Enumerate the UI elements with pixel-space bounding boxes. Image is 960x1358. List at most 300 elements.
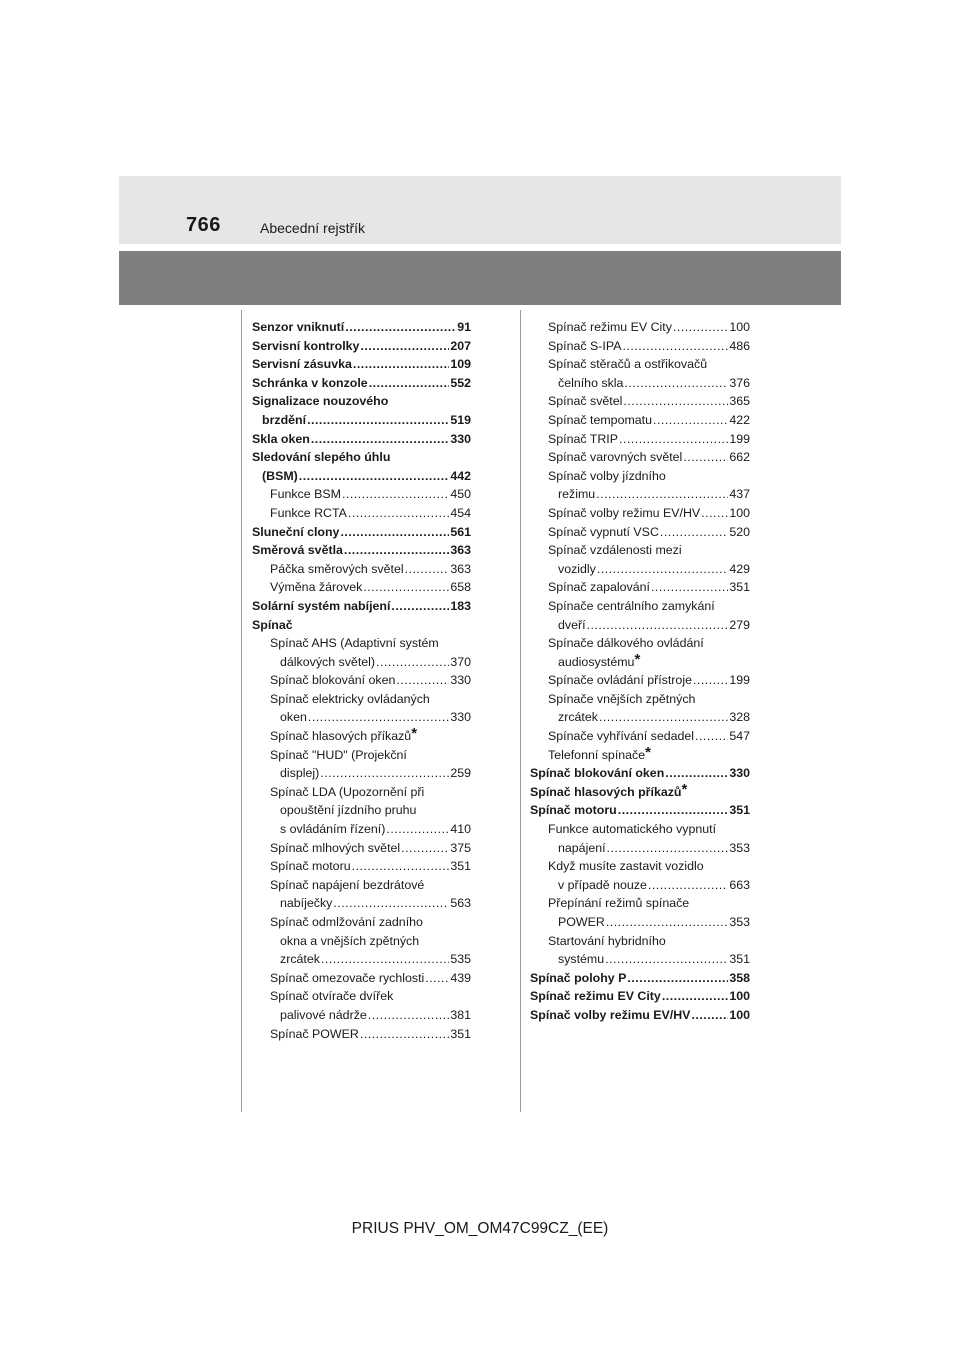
entry-term: Směrová světla xyxy=(252,543,343,558)
entry-term: Spínač napájení bezdrátové xyxy=(270,877,425,892)
index-entry-line xyxy=(252,764,471,783)
index-entry-line xyxy=(252,987,471,1006)
index-entry-line xyxy=(530,894,750,913)
index-entry-line xyxy=(252,876,471,895)
entry-term: Spínač vypnutí VSC xyxy=(548,524,659,539)
index-entry xyxy=(530,430,750,449)
page-reference: 561 xyxy=(450,524,471,539)
entry-term: Servisní zásuvka xyxy=(252,357,352,372)
entry-term: Spínač hlasových příkazů xyxy=(270,729,412,744)
entry-term: audiosystému xyxy=(558,654,635,669)
dot-leader xyxy=(607,839,729,858)
index-column-left xyxy=(252,318,471,1043)
index-entry-line xyxy=(252,448,471,467)
dot-leader xyxy=(340,523,449,542)
dot-leader xyxy=(363,578,449,597)
index-entry-line xyxy=(252,1025,471,1044)
index-entry xyxy=(530,690,750,727)
page-reference: 442 xyxy=(450,468,471,483)
index-entry-line xyxy=(530,857,750,876)
index-entry-line xyxy=(252,801,471,820)
dot-leader xyxy=(624,374,728,393)
entry-term: Spínač stěračů a ostřikovačů xyxy=(548,357,708,372)
index-entry-line xyxy=(530,560,750,579)
index-entry-line xyxy=(252,783,471,802)
index-entry xyxy=(530,801,750,820)
index-entry xyxy=(252,355,471,374)
dot-leader xyxy=(333,894,449,913)
page-reference: 486 xyxy=(729,338,750,353)
entry-term: Spínač volby jízdního xyxy=(548,468,666,483)
index-entry xyxy=(530,857,750,894)
dot-leader xyxy=(386,820,449,839)
index-entry-line xyxy=(252,894,471,913)
index-entry-line xyxy=(530,616,750,635)
dot-leader xyxy=(622,337,728,356)
index-entry-line xyxy=(530,950,750,969)
dot-leader xyxy=(665,764,728,783)
page-reference: 183 xyxy=(450,598,471,613)
entry-term: Spínač odmlžování zadního xyxy=(270,915,423,929)
page-reference: 410 xyxy=(450,822,471,837)
entry-term: zrcátek xyxy=(280,952,320,967)
entry-term: Spínač motoru xyxy=(530,803,617,818)
page-reference: 353 xyxy=(729,915,750,929)
index-entry xyxy=(252,448,471,485)
page-reference: 199 xyxy=(729,431,750,446)
entry-term: Spínač vzdálenosti mezi xyxy=(548,543,682,558)
dot-leader xyxy=(320,764,449,783)
page-reference: 520 xyxy=(729,524,750,539)
index-entry xyxy=(252,690,471,727)
page-reference: 370 xyxy=(450,654,471,669)
index-entry-line xyxy=(252,616,471,635)
entry-term: nabíječky xyxy=(280,896,333,911)
page-reference: 199 xyxy=(729,673,750,688)
entry-term: dálkových světel) xyxy=(280,654,376,669)
index-entry-line xyxy=(252,578,471,597)
entry-term: Spínač blokování oken xyxy=(270,673,396,688)
dot-leader xyxy=(369,374,450,393)
page-reference: 100 xyxy=(729,505,750,520)
dot-leader xyxy=(376,653,449,672)
index-entry-line xyxy=(530,913,750,932)
index-column-right xyxy=(530,318,750,1025)
index-entry-line xyxy=(252,969,471,988)
page-reference: 351 xyxy=(729,803,750,818)
entry-term: dveří xyxy=(558,617,586,632)
index-entry-line xyxy=(530,504,750,523)
index-entry-line xyxy=(252,634,471,653)
entry-term: zrcátek xyxy=(558,710,598,725)
entry-term: Přepínání režimů spínače xyxy=(548,896,690,911)
dot-leader xyxy=(368,1006,450,1025)
index-entry xyxy=(252,839,471,858)
index-entry-line xyxy=(530,671,750,690)
entry-term: Funkce BSM xyxy=(270,487,341,502)
index-entry-line xyxy=(252,504,471,523)
dot-leader xyxy=(353,355,449,374)
dot-leader xyxy=(606,913,729,932)
dot-leader xyxy=(623,392,728,411)
entry-term: opouštění jízdního pruhu xyxy=(280,803,417,818)
page-reference: 437 xyxy=(729,487,750,502)
entry-term: palivové nádrže xyxy=(280,1007,367,1022)
index-entry xyxy=(530,727,750,746)
index-entry xyxy=(252,597,471,616)
index-entry xyxy=(530,448,750,467)
dot-leader xyxy=(321,950,449,969)
index-entry-line xyxy=(530,839,750,858)
entry-term: Spínače vnějších zpětných xyxy=(548,691,696,706)
dot-leader xyxy=(619,430,728,449)
index-entry-line xyxy=(252,597,471,616)
index-entry xyxy=(252,374,471,393)
index-entry xyxy=(252,876,471,913)
page-reference: 535 xyxy=(450,952,471,967)
index-entry xyxy=(252,969,471,988)
index-entry xyxy=(252,783,471,839)
index-entry-line xyxy=(252,857,471,876)
page-reference: 279 xyxy=(729,617,750,632)
entry-term: vozidly xyxy=(558,561,596,576)
entry-term: s ovládáním řízení) xyxy=(280,822,386,837)
index-entry xyxy=(530,467,750,504)
page-reference: 109 xyxy=(450,357,471,372)
entry-term: Spínač volby režimu EV/HV xyxy=(548,505,701,520)
page-reference: 330 xyxy=(450,673,471,688)
page-reference: 662 xyxy=(729,450,750,465)
index-entry-line xyxy=(530,801,750,820)
header-bar xyxy=(119,251,841,305)
page-reference: 328 xyxy=(729,710,750,725)
dot-leader xyxy=(662,987,728,1006)
entry-term: (BSM) xyxy=(262,468,298,483)
index-entry xyxy=(530,337,750,356)
index-entry xyxy=(530,969,750,988)
index-entry xyxy=(530,523,750,542)
index-entry xyxy=(252,671,471,690)
index-entry-line: Spínač hlasových příkazů * xyxy=(252,727,471,746)
page-reference: 207 xyxy=(450,338,471,353)
index-entry-line xyxy=(530,578,750,597)
document-code: PRIUS PHV_OM_OM47C99CZ_(EE) xyxy=(351,1220,609,1237)
page-reference: 439 xyxy=(450,970,471,985)
entry-term: Spínač polohy P xyxy=(530,970,627,985)
entry-term: Spínač volby režimu EV/HV xyxy=(530,1007,691,1022)
index-entry-line xyxy=(530,969,750,988)
entry-term: Spínač režimu EV City xyxy=(530,989,661,1004)
entry-term: Spínač POWER xyxy=(270,1026,359,1041)
index-entry xyxy=(252,1025,471,1044)
dot-leader xyxy=(597,560,728,579)
entry-term: Když musíte zastavit vozidlo xyxy=(548,859,704,874)
dot-leader xyxy=(307,411,449,430)
dot-leader xyxy=(605,950,728,969)
index-entry-line xyxy=(252,671,471,690)
page-reference: 663 xyxy=(729,877,750,892)
index-entry xyxy=(530,634,750,671)
entry-term: Servisní kontrolky xyxy=(252,338,360,353)
entry-term: okna a vnějších zpětných xyxy=(280,933,420,948)
index-entry-line xyxy=(252,820,471,839)
dot-leader xyxy=(308,708,449,727)
entry-term: Spínač LDA (Upozornění při xyxy=(270,784,425,799)
index-entry xyxy=(530,987,750,1006)
page-reference: 330 xyxy=(729,766,750,781)
index-entry-line xyxy=(530,523,750,542)
dot-leader xyxy=(352,857,450,876)
index-entry-line xyxy=(530,485,750,504)
index-entry-line xyxy=(530,932,750,951)
index-entry-line xyxy=(530,392,750,411)
dot-leader xyxy=(599,708,728,727)
index-entry-line xyxy=(530,1006,750,1025)
index-entry-line xyxy=(252,374,471,393)
entry-term: oken xyxy=(280,710,307,725)
entry-term: Spínač omezovače rychlosti xyxy=(270,970,425,985)
index-entry xyxy=(252,987,471,1024)
index-entry xyxy=(530,820,750,857)
dot-leader xyxy=(596,485,728,504)
index-entry-line xyxy=(252,839,471,858)
index-entry xyxy=(530,780,750,802)
dot-leader xyxy=(673,318,728,337)
index-entry xyxy=(530,541,750,578)
index-entry xyxy=(252,727,471,746)
page-reference: 450 xyxy=(450,487,471,502)
entry-term: Spínač AHS (Adaptivní systém xyxy=(270,636,439,651)
index-entry xyxy=(252,504,471,523)
entry-term: brzdění xyxy=(262,412,307,427)
dot-leader xyxy=(653,411,728,430)
index-entry xyxy=(252,541,471,560)
index-entry xyxy=(530,318,750,337)
index-entry-line: Spínač hlasových příkazů * xyxy=(530,783,750,802)
index-entry-line xyxy=(530,634,750,653)
entry-term: Spínač mlhových světel xyxy=(270,840,401,855)
index-entry-line xyxy=(530,690,750,709)
dot-leader xyxy=(311,430,449,449)
index-entry-line xyxy=(530,467,750,486)
index-entry xyxy=(252,578,471,597)
entry-term: Spínače vyhřívání sedadel xyxy=(548,729,695,744)
index-entry xyxy=(530,504,750,523)
index-entry-line xyxy=(252,485,471,504)
page-reference: 519 xyxy=(450,412,471,427)
entry-term: Spínač "HUD" (Projekční xyxy=(270,747,407,762)
entry-term: Výměna žárovek xyxy=(270,580,363,595)
page-reference: 547 xyxy=(729,729,750,744)
entry-term: Spínač elektricky ovládaných xyxy=(270,691,430,706)
dot-leader xyxy=(627,969,728,988)
dot-leader xyxy=(648,876,728,895)
entry-term: Solární systém nabíjení xyxy=(252,598,391,613)
page-reference: 363 xyxy=(450,543,471,558)
page-reference: 365 xyxy=(729,394,750,409)
entry-term: v případě nouze xyxy=(558,877,647,892)
entry-term: Spínače centrálního zamykání xyxy=(548,598,715,613)
index-entry xyxy=(252,616,471,635)
index-entry-line xyxy=(252,653,471,672)
index-entry-line xyxy=(530,764,750,783)
dot-leader xyxy=(405,560,450,579)
entry-term: čelního skla xyxy=(558,375,624,390)
dot-leader xyxy=(360,1025,449,1044)
page-reference: 358 xyxy=(729,970,750,985)
index-entry-line xyxy=(252,467,471,486)
page-number: 766 xyxy=(186,214,221,236)
index-entry xyxy=(530,578,750,597)
entry-term: Skla oken xyxy=(252,431,310,446)
index-entry-line xyxy=(252,411,471,430)
index-entry-line xyxy=(252,560,471,579)
index-entry-line xyxy=(252,950,471,969)
page-reference: 259 xyxy=(450,766,471,781)
entry-term: Sledování slepého úhlu xyxy=(252,450,391,465)
index-entry xyxy=(252,337,471,356)
dot-leader xyxy=(695,727,728,746)
index-entry xyxy=(252,857,471,876)
entry-term: Spínače ovládání přístroje xyxy=(548,673,692,688)
page-reference: 454 xyxy=(450,505,471,520)
page-reference: 563 xyxy=(450,896,471,911)
entry-term: Funkce RCTA xyxy=(270,505,347,520)
dot-leader xyxy=(342,485,449,504)
index-entry xyxy=(252,430,471,449)
dot-leader xyxy=(701,504,728,523)
index-entry-line xyxy=(252,337,471,356)
index-entry xyxy=(530,764,750,783)
entry-term: Telefonní spínače xyxy=(548,747,646,762)
index-entry-line xyxy=(252,1006,471,1025)
index-entry xyxy=(252,746,471,783)
dot-leader xyxy=(396,671,449,690)
page-reference: 422 xyxy=(729,412,750,427)
index-entry-line xyxy=(252,690,471,709)
page-reference: 429 xyxy=(729,561,750,576)
index-entry-line xyxy=(530,708,750,727)
index-entry-line xyxy=(252,318,471,337)
entry-term: Spínač světel xyxy=(548,394,623,409)
page-reference: 91 xyxy=(457,320,471,334)
page-reference: 351 xyxy=(450,859,471,874)
column-rule-left xyxy=(241,310,242,1112)
index-entry xyxy=(530,743,750,765)
dot-leader xyxy=(587,616,729,635)
dot-leader xyxy=(425,969,449,988)
page-reference: 351 xyxy=(729,952,750,967)
index-entry-line xyxy=(530,355,750,374)
page-reference: 100 xyxy=(729,989,750,1004)
index-entry xyxy=(252,523,471,542)
index-entry-line xyxy=(252,355,471,374)
page-reference: 375 xyxy=(450,840,471,855)
page-reference: 351 xyxy=(729,580,750,595)
entry-term: Schránka v konzole xyxy=(252,375,368,390)
dot-leader xyxy=(391,597,449,616)
entry-term: displej) xyxy=(280,766,320,781)
index-entry-line: Telefonní spínače * xyxy=(530,746,750,765)
entry-term: Spínač režimu EV City xyxy=(548,320,672,334)
page-reference: 376 xyxy=(729,375,750,390)
index-entry-line xyxy=(252,392,471,411)
index-entry-line xyxy=(252,746,471,765)
entry-term: Spínač hlasových příkazů xyxy=(530,784,682,799)
index-entry-line xyxy=(530,820,750,839)
dot-leader xyxy=(348,504,449,523)
page-reference: 658 xyxy=(450,580,471,595)
page-reference: 100 xyxy=(729,1007,750,1022)
entry-term: Páčka směrových světel xyxy=(270,561,404,576)
entry-term: Spínač motoru xyxy=(270,859,351,874)
page-reference: 552 xyxy=(450,375,471,390)
entry-term: systému xyxy=(558,952,605,967)
index-entry-line xyxy=(530,987,750,1006)
index-entry xyxy=(530,932,750,969)
index-entry xyxy=(530,597,750,634)
index-entry xyxy=(530,392,750,411)
entry-term: Senzor vniknutí xyxy=(252,320,345,334)
index-entry-line xyxy=(252,523,471,542)
entry-term: Spínač zapalování xyxy=(548,580,650,595)
entry-term: POWER xyxy=(558,915,605,929)
index-entry-line xyxy=(530,337,750,356)
index-entry-line xyxy=(530,430,750,449)
index-entry xyxy=(252,485,471,504)
page-reference: 381 xyxy=(450,1007,471,1022)
column-rule-middle xyxy=(520,310,521,1112)
dot-leader xyxy=(693,671,728,690)
index-entry-line: audiosystému * xyxy=(530,653,750,672)
entry-term: Signalizace nouzového xyxy=(252,394,389,409)
index-entry-line xyxy=(252,932,471,951)
index-entry xyxy=(252,913,471,969)
index-entry xyxy=(252,392,471,429)
entry-term: Spínač S-IPA xyxy=(548,338,622,353)
page-reference: 351 xyxy=(450,1026,471,1041)
page-reference: 330 xyxy=(450,431,471,446)
dot-leader xyxy=(691,1006,728,1025)
index-entry-line xyxy=(530,448,750,467)
entry-term: Spínač otvírače dvířek xyxy=(270,989,394,1004)
index-entry xyxy=(530,1006,750,1025)
index-entry-line xyxy=(530,411,750,430)
entry-term: Spínač tempomatu xyxy=(548,412,653,427)
header-band xyxy=(119,176,841,244)
page-reference: 363 xyxy=(450,561,471,576)
index-entry-line xyxy=(252,708,471,727)
index-entry-line xyxy=(530,374,750,393)
dot-leader xyxy=(651,578,728,597)
dot-leader xyxy=(401,839,449,858)
index-entry xyxy=(530,894,750,931)
entry-term: Spínač TRIP xyxy=(548,431,619,446)
index-entry-line xyxy=(530,597,750,616)
page-reference: 100 xyxy=(729,320,750,334)
index-entry-line xyxy=(530,876,750,895)
dot-leader xyxy=(345,318,456,337)
index-entry-line xyxy=(252,430,471,449)
index-entry-line xyxy=(252,913,471,932)
entry-term: napájení xyxy=(558,840,606,855)
index-entry-line xyxy=(530,727,750,746)
dot-leader xyxy=(299,467,450,486)
entry-term: Sluneční clony xyxy=(252,524,340,539)
dot-leader xyxy=(344,541,449,560)
entry-term: Spínače dálkového ovládání xyxy=(548,636,704,651)
entry-term: Funkce automatického vypnutí xyxy=(548,822,717,837)
